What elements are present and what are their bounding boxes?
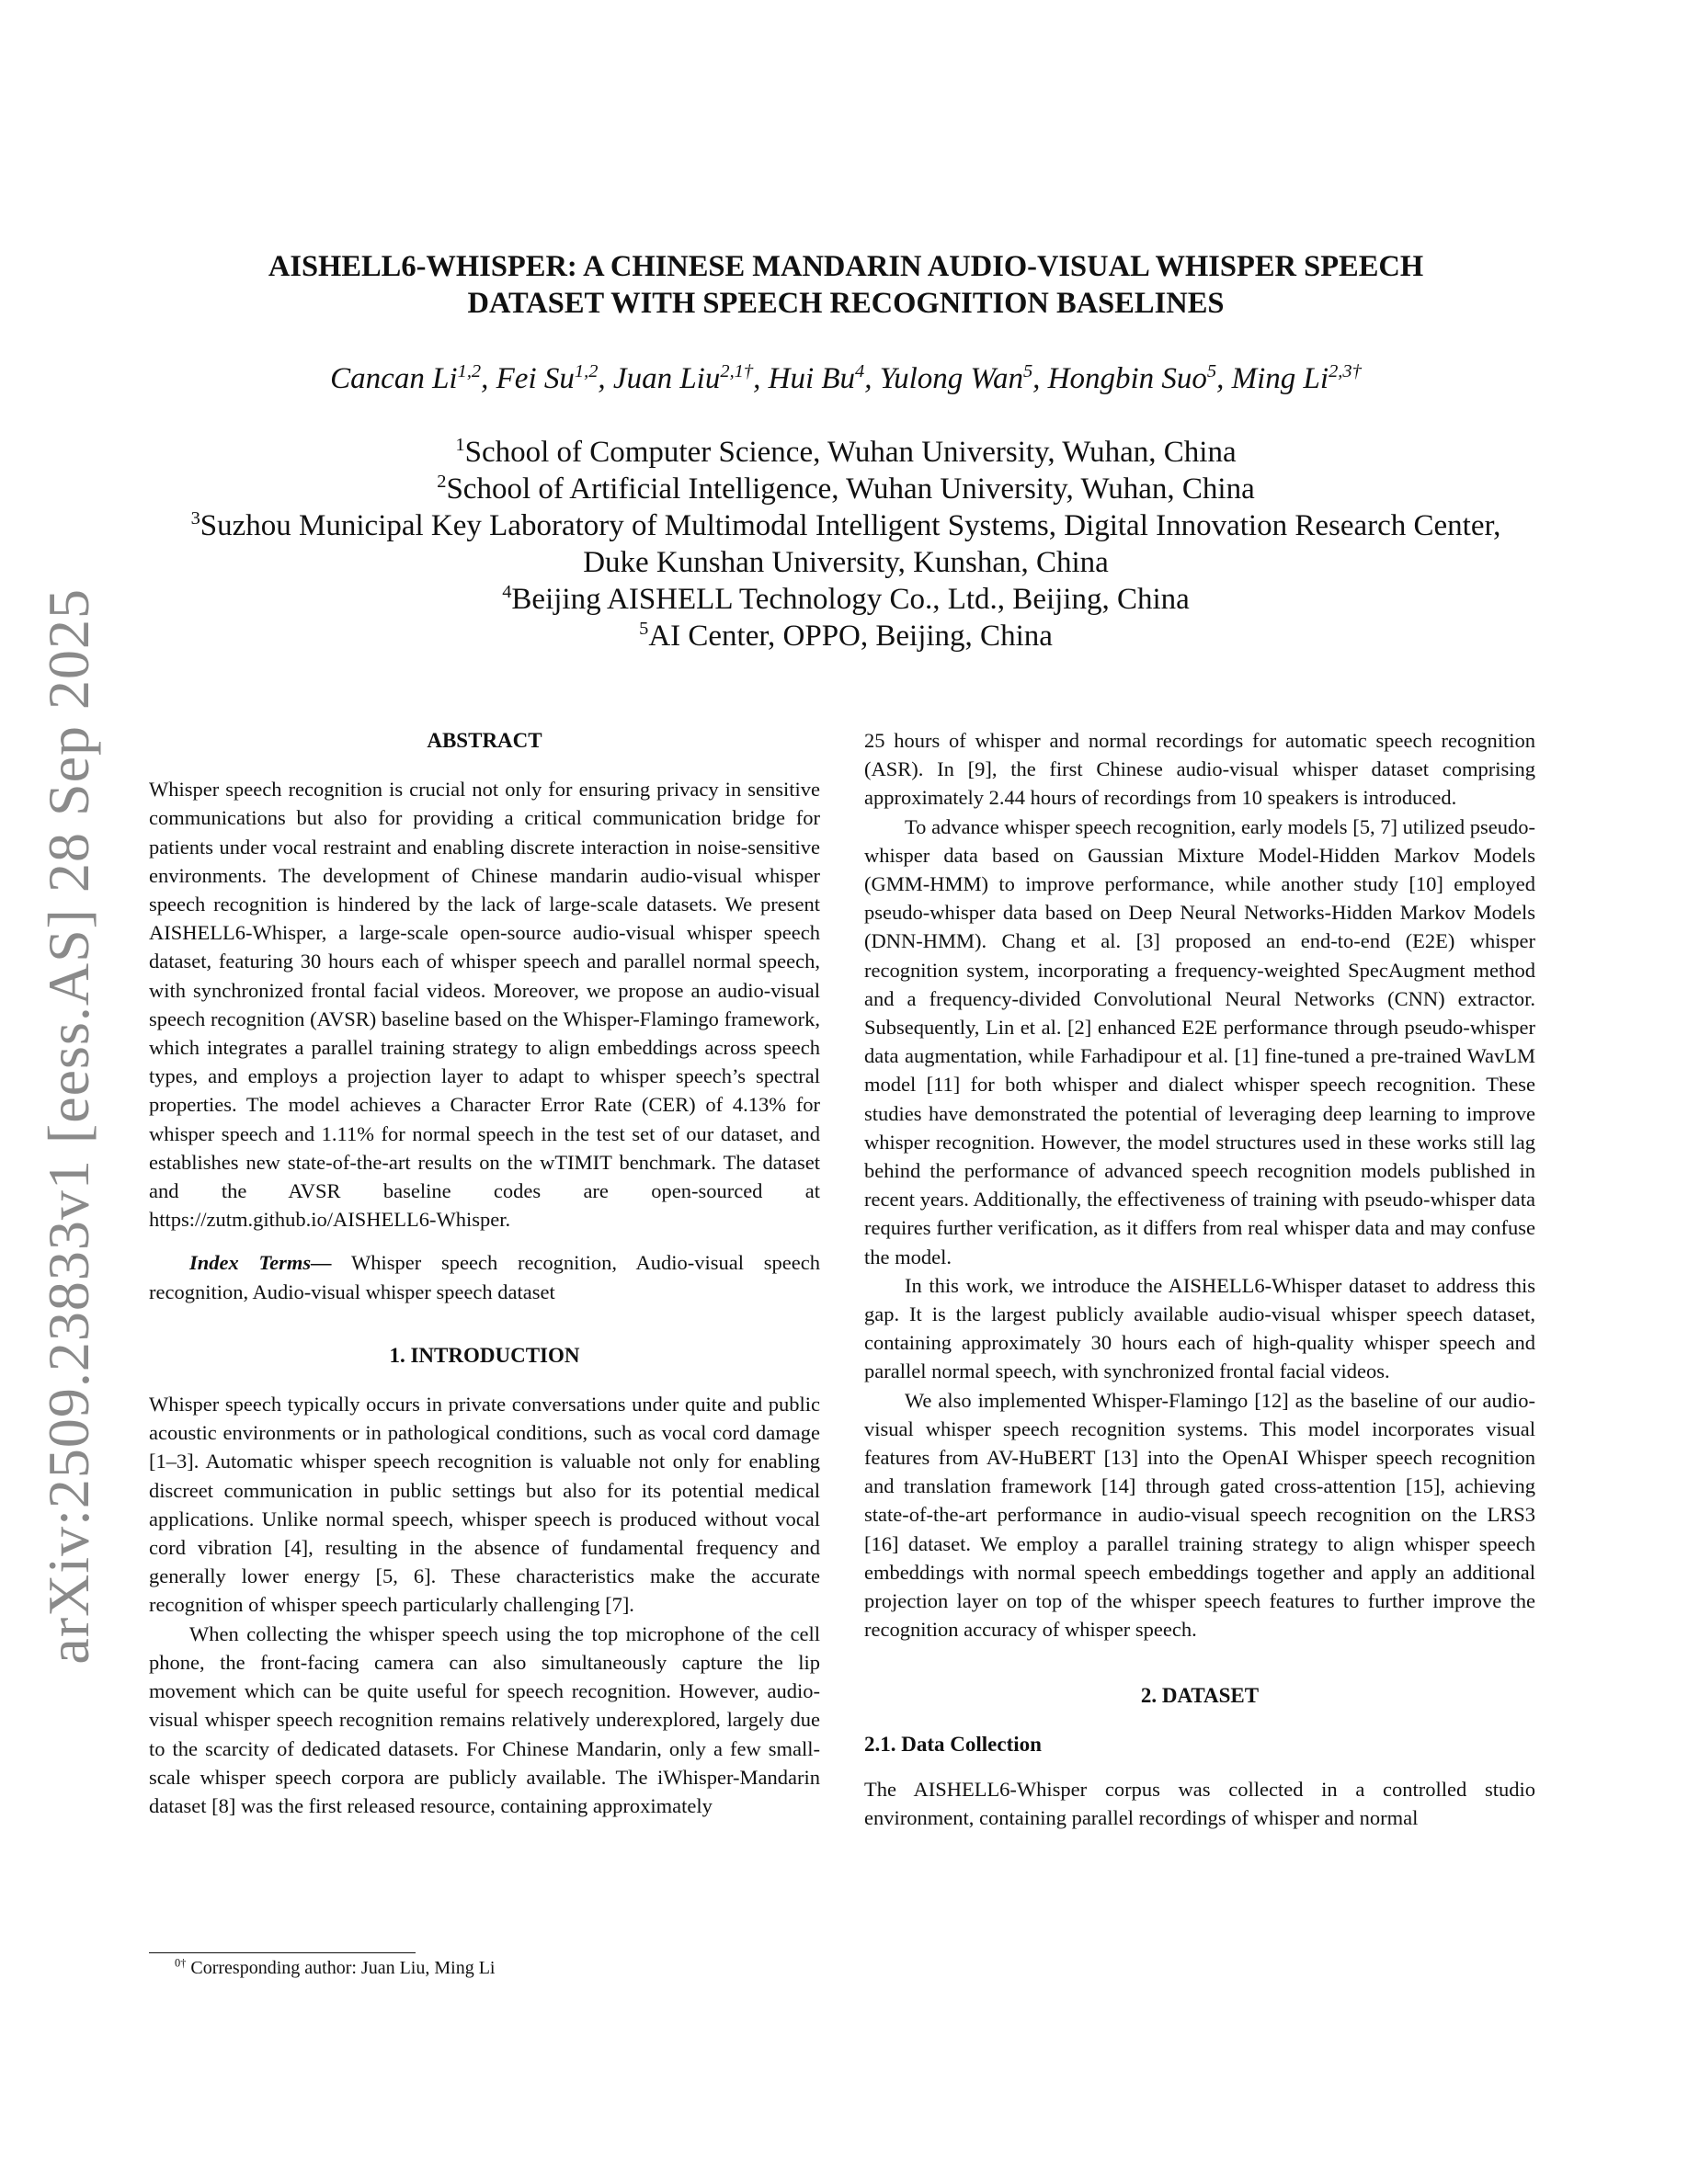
dataset-paragraph-1: The AISHELL6-Whisper corpus was collected in a controlled studio environment, containing parallel recordings of whisper and normal: [864, 1777, 1535, 1830]
author-affil-mark: 5: [1022, 361, 1033, 381]
intro-paragraph-5: In this work, we introduce the AISHELL6-Whisper dataset to address this gap. It is the largest publicly available audio-visual whisper speech dataset, containing approximately 30 hours each of high-quality whisper speech and parallel normal speech, with synchronized frontal facial videos.: [864, 1273, 1535, 1383]
affiliation-3-cont: Duke Kunshan University, Kunshan, China: [583, 546, 1109, 579]
affiliation-2: [110, 471, 1581, 507]
title-line-1: AISHELL6-WHISPER: A CHINESE MANDARIN AUDIO-VISUAL WHISPER SPEECH: [268, 250, 1424, 283]
right-column: [864, 726, 1535, 1832]
intro-paragraph-4: To advance whisper speech recognition, early models [5, 7] utilized pseudo-whisper data based on Gaussian Mixture Model-Hidden Markov Models (GMM-HMM) to improve performance, while another study [10] employed pseudo-whisper data based on Deep Neural Networks-Hidden Markov Models (DNN-HMM). Chang et al. [3] proposed an end-to-end (E2E) whisper recognition system, incorporating a frequency-weighted SpecAugment method and a frequency-divided Convolutional Neural Networks (CNN) extractor. Subsequently, Lin et al. [2] enhanced E2E performance through pseudo-whisper data augmentation, while Farhadipour et al. [1] fine-tuned a pre-trained WavLM model [11] for both whisper and dialect whisper speech recognition. These studies have demonstrated the potential of leveraging deep learning to improve whisper recognition. However, the model structures used in these works still lag behind the performance of advanced speech recognition models published in recent years. Additionally, the effectiveness of training with pseudo-whisper data requires further verification, as it differs from real whisper data and may confuse the model.: [864, 814, 1535, 1268]
author-affil-mark: 2,3†: [1329, 361, 1362, 381]
intro-paragraph-2: When collecting the whisper speech using the top microphone of the cell phone, the front-facing camera can also simultaneously capture the lip movement which can be quite useful for speech recognition. However, audio-visual whisper speech recognition remains relatively underexplored, largely due to the scarcity of dedicated datasets. For Chinese Mandarin, only a few small-scale whisper speech corpora are publicly available. The iWhisper-Mandarin dataset [8] was the first released resource, containing approximately: [149, 1621, 820, 1817]
dataset-heading: 2. DATASET: [1140, 1683, 1260, 1707]
author-affil-mark: 1,2: [457, 361, 482, 381]
author-affil-mark: 1,2: [574, 361, 599, 381]
author-affil-mark: 5: [1206, 361, 1217, 381]
affiliation-4: [110, 581, 1581, 618]
author-name: Hongbin Suo: [1047, 362, 1207, 395]
arxiv-side-stamp: arXiv:2509.23833v1 [eess.AS] 28 Sep 2025: [36, 588, 101, 1665]
author-name: Yulong Wan: [879, 362, 1023, 395]
index-terms: [149, 1248, 820, 1305]
paper-title: [147, 248, 1545, 322]
affil-number: 4: [502, 582, 512, 602]
affiliations: [110, 434, 1581, 654]
intro-heading: 1. INTRODUCTION: [389, 1343, 580, 1367]
footnote-mark: 0†: [175, 1956, 187, 1970]
intro-paragraph-6: We also implemented Whisper-Flamingo [12] as the baseline of our audio-visual whisper speech recognition systems. This model incorporates visual features from AV-HuBERT [13] into the OpenAI Whisper speech recognition and translation framework [14] through gated cross-attention [15], achieving state-of-the-art performance in audio-visual speech recognition on the LRS3 [16] dataset. We employ a parallel training strategy to align whisper speech embeddings with normal speech embeddings together and apply an additional projection layer on top of the whisper speech features to further improve the recognition accuracy of whisper speech.: [864, 1388, 1535, 1642]
index-terms-text: Whisper speech recognition, Audio-visual speech recognition, Audio-visual whisper speech dataset: [149, 1251, 821, 1303]
author-name: Hui Bu: [768, 362, 856, 395]
intro-paragraph-1: Whisper speech typically occurs in private conversations under quite and public acoustic environments or in pathological conditions, such as vocal cord damage [1–3]. Automatic whisper speech recognition is valuable not only for enabling discreet communication in public settings but also for its potential medical applications. Unlike normal speech, whisper speech is produced without vocal cord vibration [4], resulting in the absence of fundamental frequency and generally lower energy [5, 6]. These characteristics make the accurate recognition of whisper speech particularly challenging [7].: [149, 1393, 820, 1617]
abstract-heading: ABSTRACT: [427, 729, 542, 752]
affil-text: Suzhou Municipal Key Laboratory of Multimodal Intelligent Systems, Digital Innovation Research Center,: [200, 509, 1501, 542]
affil-text: AI Center, OPPO, Beijing, China: [648, 620, 1053, 653]
author-affil-mark: 4: [855, 361, 865, 381]
affiliation-1: [110, 434, 1581, 471]
affil-number: 2: [437, 472, 447, 492]
author-affil-mark: 2,1†: [720, 361, 754, 381]
author-list: Cancan Li$^{1,2}$, Fei Su$^{1,2}$, Juan Liu$^{2,1\dagger}$, Hui Bu$^4$, Yulong Wan$^5$, Hongbin Suo$^5$, Ming $Li^{2,3\dagger}$: [330, 361, 1362, 395]
author-name: Cancan Li: [330, 362, 458, 395]
author-name: Ming Li: [1231, 362, 1329, 395]
left-column: [149, 726, 820, 1820]
affil-text: School of Artificial Intelligence, Wuhan University, Wuhan, China: [446, 472, 1255, 506]
footnote-text: Corresponding author: Juan Liu, Ming Li: [186, 1958, 496, 1978]
data-collection-heading: 2.1. Data Collection: [864, 1732, 1042, 1756]
affil-number: 5: [639, 619, 649, 639]
affil-text: Beijing AISHELL Technology Co., Ltd., Beijing, China: [511, 583, 1190, 616]
footnote: [175, 1958, 495, 1979]
affil-number: 1: [455, 435, 465, 455]
author-name: Fei Su: [496, 362, 575, 395]
title-line-2: DATASET WITH SPEECH RECOGNITION BASELINES: [467, 287, 1225, 320]
index-terms-label: Index Terms—: [189, 1251, 332, 1275]
affil-number: 3: [190, 508, 200, 529]
affiliation-3: [110, 507, 1581, 544]
author-name: Juan Liu: [612, 362, 721, 395]
abstract-text: Whisper speech recognition is crucial not only for ensuring privacy in sensitive communications but also for providing a critical communication bridge for patients under vocal restraint and enabling discrete interaction in noise-sensitive environments. The development of Chinese mandarin audio-visual whisper speech recognition is hindered by the lack of large-scale datasets. We present AISHELL6-Whisper, a large-scale open-source audio-visual whisper speech dataset, featuring 30 hours each of whisper speech and parallel normal speech, with synchronized frontal facial videos. Moreover, we propose an audio-visual speech recognition (AVSR) baseline based on the Whisper-Flamingo framework, which integrates a parallel training strategy to align embeddings across speech types, and employs a projection layer to adapt to whisper speech’s spectral properties. The model achieves a Character Error Rate (CER) of 4.13% for whisper speech and 1.11% for normal speech in the test set of our dataset, and establishes new state-of-the-art results on the wTIMIT benchmark. The dataset and the AVSR baseline codes are open-sourced at https://zutm.github.io/AISHELL6-Whisper.: [149, 778, 820, 1232]
footnote-rule: [149, 1952, 416, 1953]
affil-text: School of Computer Science, Wuhan University, Wuhan, China: [464, 436, 1237, 469]
affiliation-5: [110, 618, 1581, 654]
intro-paragraph-3: 25 hours of whisper and normal recordings for automatic speech recognition (ASR). In [9], the first Chinese audio-visual whisper dataset comprising approximately 2.44 hours of recordings from 10 speakers is introduced.: [864, 729, 1535, 810]
